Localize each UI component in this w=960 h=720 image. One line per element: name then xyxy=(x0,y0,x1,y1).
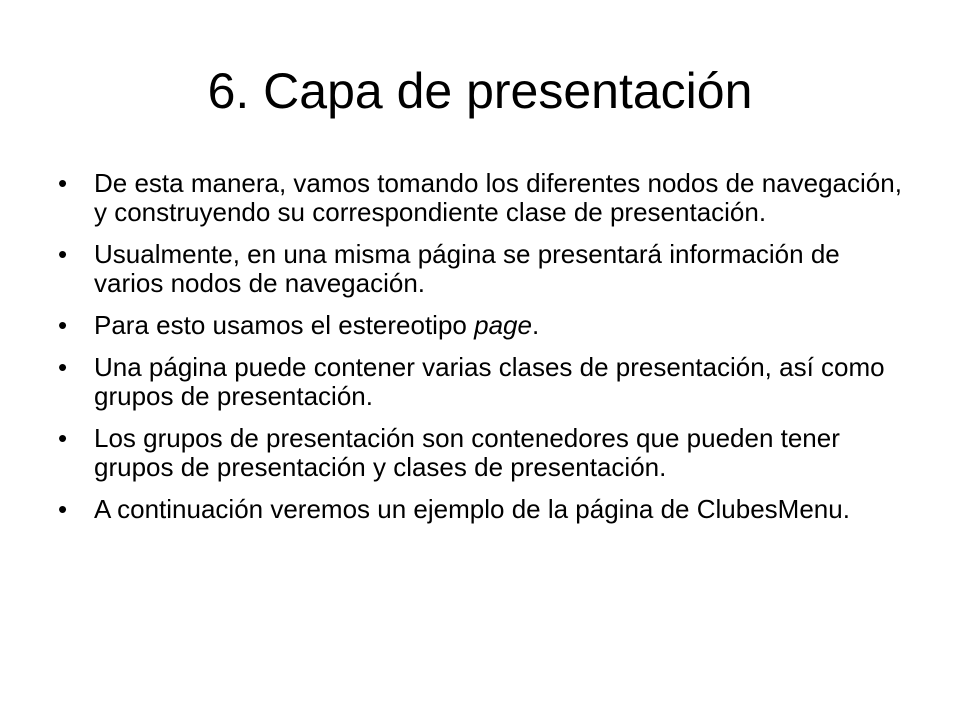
bullet-text-prefix: Para esto usamos el estereotipo xyxy=(94,310,475,340)
bullet-text: A continuación veremos un ejemplo de la página de ClubesMenu. xyxy=(94,494,850,524)
stereotype-name: page xyxy=(474,310,532,340)
bullet-text xyxy=(94,310,539,340)
bullet-text: De esta manera, vamos tomando los diferentes nodos de navegación, y construyendo su correspondiente clase de presentación. xyxy=(94,168,902,227)
bullet-text: Los grupos de presentación son contenedores que pueden tener grupos de presentación y clases de presentación. xyxy=(94,423,840,482)
bullet-text: Una página puede contener varias clases de presentación, así como grupos de presentación. xyxy=(94,352,885,411)
bullet-icon: • xyxy=(58,494,68,524)
bullet-icon: • xyxy=(58,168,68,198)
list-item xyxy=(56,424,916,482)
list-item xyxy=(56,495,916,524)
bullet-text-suffix: . xyxy=(531,310,540,340)
list-item xyxy=(56,353,916,411)
bullet-list xyxy=(56,169,916,537)
slide-title: 6. Capa de presentación xyxy=(207,63,753,119)
list-item xyxy=(56,169,916,227)
bullet-icon: • xyxy=(58,239,68,269)
bullet-text: Usualmente, en una misma página se presentará información de varios nodos de navegación. xyxy=(94,239,840,298)
list-item xyxy=(56,311,916,340)
list-item xyxy=(56,240,916,298)
bullet-icon: • xyxy=(58,310,68,340)
bullet-icon: • xyxy=(58,352,68,382)
bullet-icon: • xyxy=(58,423,68,453)
